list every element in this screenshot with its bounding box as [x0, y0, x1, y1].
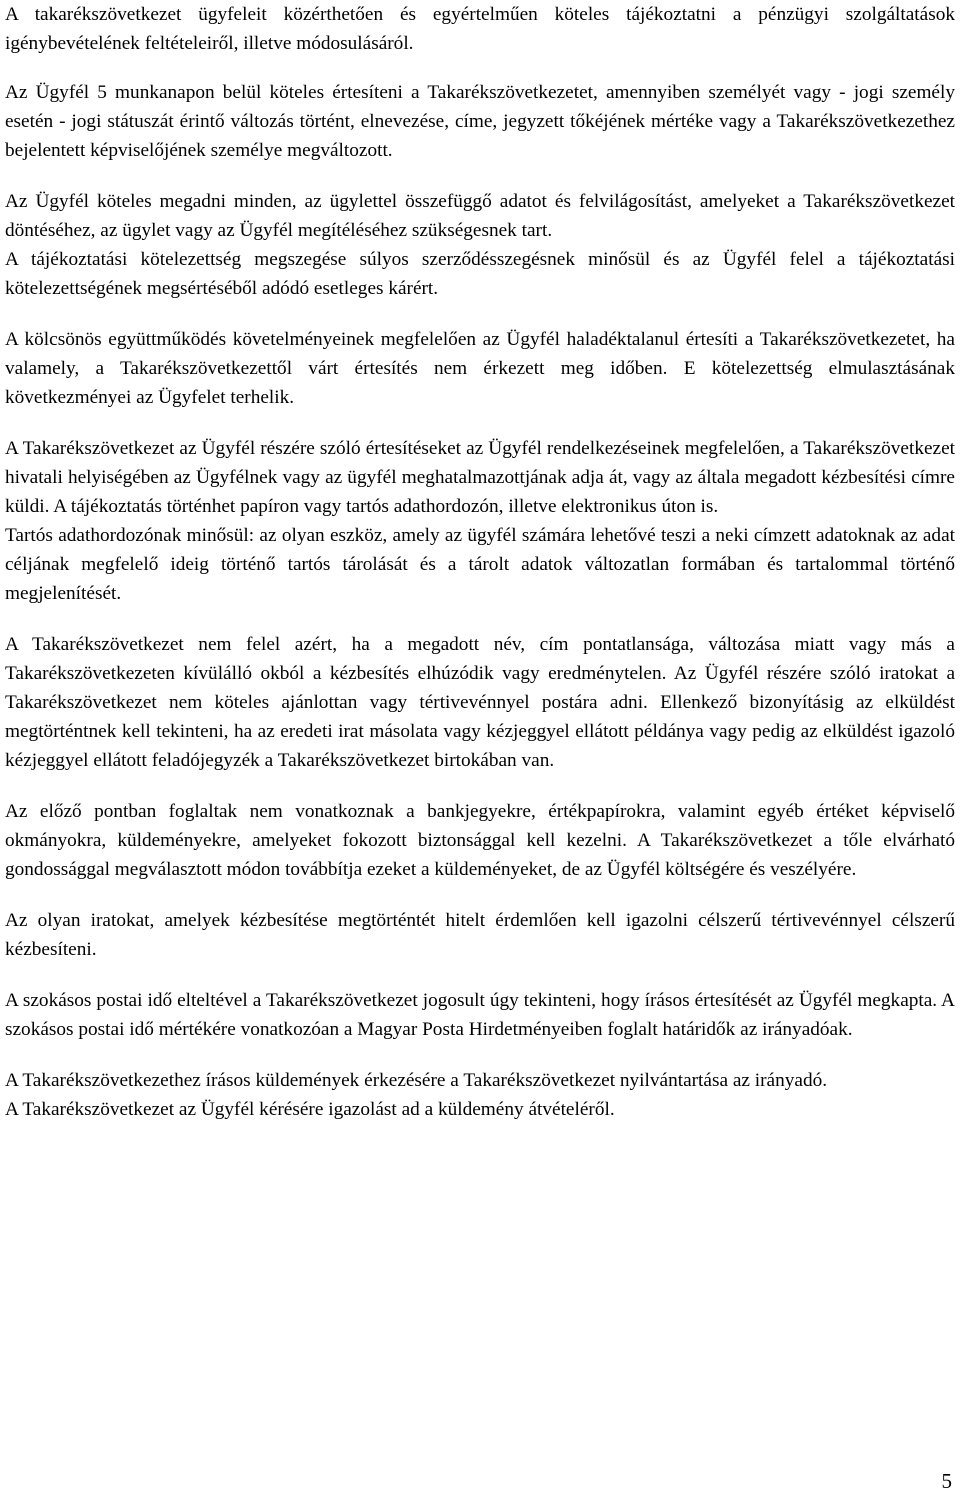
paragraph-delivery-liability: A Takarékszövetkezet nem felel azért, ha a megadott név, cím pontatlansága, változása miatt vagy más a Takarékszövetkezeten kívülálló okból a kézbesítés elhúzódik vagy eredménytelen. Az Ügyfél részére szóló iratokat a Takarékszövetkezet nem köteles ajánlottan vagy tértivevénnyel postára adni. Ellenkező bizonyításig az elküldést megtörténtnek kell tekinteni, ha az eredeti irat másolata vagy kézjeggyel ellátott példánya vagy pedig az elküldést igazoló kézjeggyel ellátott feladójegyzék a Takarékszövetkezet birtokában van. [5, 634, 955, 771]
paragraph-durable-medium: Tartós adathordozónak minősül: az olyan eszköz, amely az ügyfél számára lehetővé teszi a neki címzett adatoknak az adat céljának megfelelő ideig történő tartós tárolását és a tárolt adatok változatlan formában és tartalommal történő megjelenítését. [5, 525, 955, 604]
paragraph-postal-time: A szokásos postai idő elteltével a Takarékszövetkezet jogosult úgy tekinteni, hogy írásos értesítését az Ügyfél megkapta. A szokásos postai idő mértékére vonatkozóan a Magyar Posta Hirdetményeiben foglalt határidők az irányadóak. [5, 990, 955, 1040]
paragraph-registered-delivery: Az olyan iratokat, amelyek kézbesítése megtörténtét hitelt érdemlően kell igazolni célszerű tértivevénnyel célszerű kézbesíteni. [5, 910, 955, 960]
paragraph-receipt-confirmation: A Takarékszövetkezet az Ügyfél kérésére igazolást ad a küldemény átvételéről. [5, 1099, 615, 1120]
paragraph-breach-liability: A tájékoztatási kötelezettség megszegése súlyos szerződésszegésnek minősül és az Ügyfél felel a tájékoztatási kötelezettségének megsértéséből adódó esetleges kárért. [5, 249, 955, 299]
document-page [5, 0, 955, 1124]
paragraph-cooperation: A kölcsönös együttműködés követelményeinek megfelelően az Ügyfél haladéktalanul értesíti a Takarékszövetkezetet, ha valamely, a Takarékszövetkezettől várt értesítés nem érkezett meg időben. E kötelezettség elmulasztásának következményei az Ügyfelet terhelik. [5, 329, 955, 408]
paragraph-incoming-registry: A Takarékszövetkezethez írásos küldemények érkezésére a Takarékszövetkezet nyilvántartása az irányadó. [5, 1070, 828, 1091]
paragraph-notifications: A Takarékszövetkezet az Ügyfél részére szóló értesítéseket az Ügyfél rendelkezéseinek megfelelően, a Takarékszövetkezet hivatali helyiségében az Ügyfélnek vagy az ügyfél meghatalmazottjának adja át, vagy az általa megadott kézbesítési címre küldi. A tájékoztatás történhet papíron vagy tartós adathordozón, illetve elektronikus úton is. [5, 438, 955, 517]
paragraph-data-provision: Az Ügyfél köteles megadni minden, az ügylettel összefüggő adatot és felvilágosítást, amelyeket a Takarékszövetkezet döntéséhez, az ügylet vagy az Ügyfél megítéléséhez szükségesnek tart. [5, 191, 955, 241]
page-number: 5 [941, 1469, 952, 1493]
paragraph-change-notification: Az Ügyfél 5 munkanapon belül köteles értesíteni a Takarékszövetkezetet, amennyiben személyét vagy - jogi személy esetén - jogi státuszát érintő változás történt, elnevezése, címe, jegyzett tőkéjének mértéke vagy a Takarékszövetkezethez bejelentett képviselőjének személye megváltozott. [5, 82, 955, 161]
paragraph-information-duty: A takarékszövetkezet ügyfeleit közérthetően és egyértelműen köteles tájékoztatni a pénzügyi szolgáltatások igénybevételének feltételeiről, illetve módosulásáról. [5, 4, 955, 54]
paragraph-valuables: Az előző pontban foglaltak nem vonatkoznak a bankjegyekre, értékpapírokra, valamint egyéb értéket képviselő okmányokra, küldeményekre, amelyeket fokozott biztonsággal kell kezelni. A Takarékszövetkezet a tőle elvárható gondossággal megválasztott módon továbbítja ezeket a küldeményeket, de az Ügyfél költségére és veszélyére. [5, 801, 955, 880]
